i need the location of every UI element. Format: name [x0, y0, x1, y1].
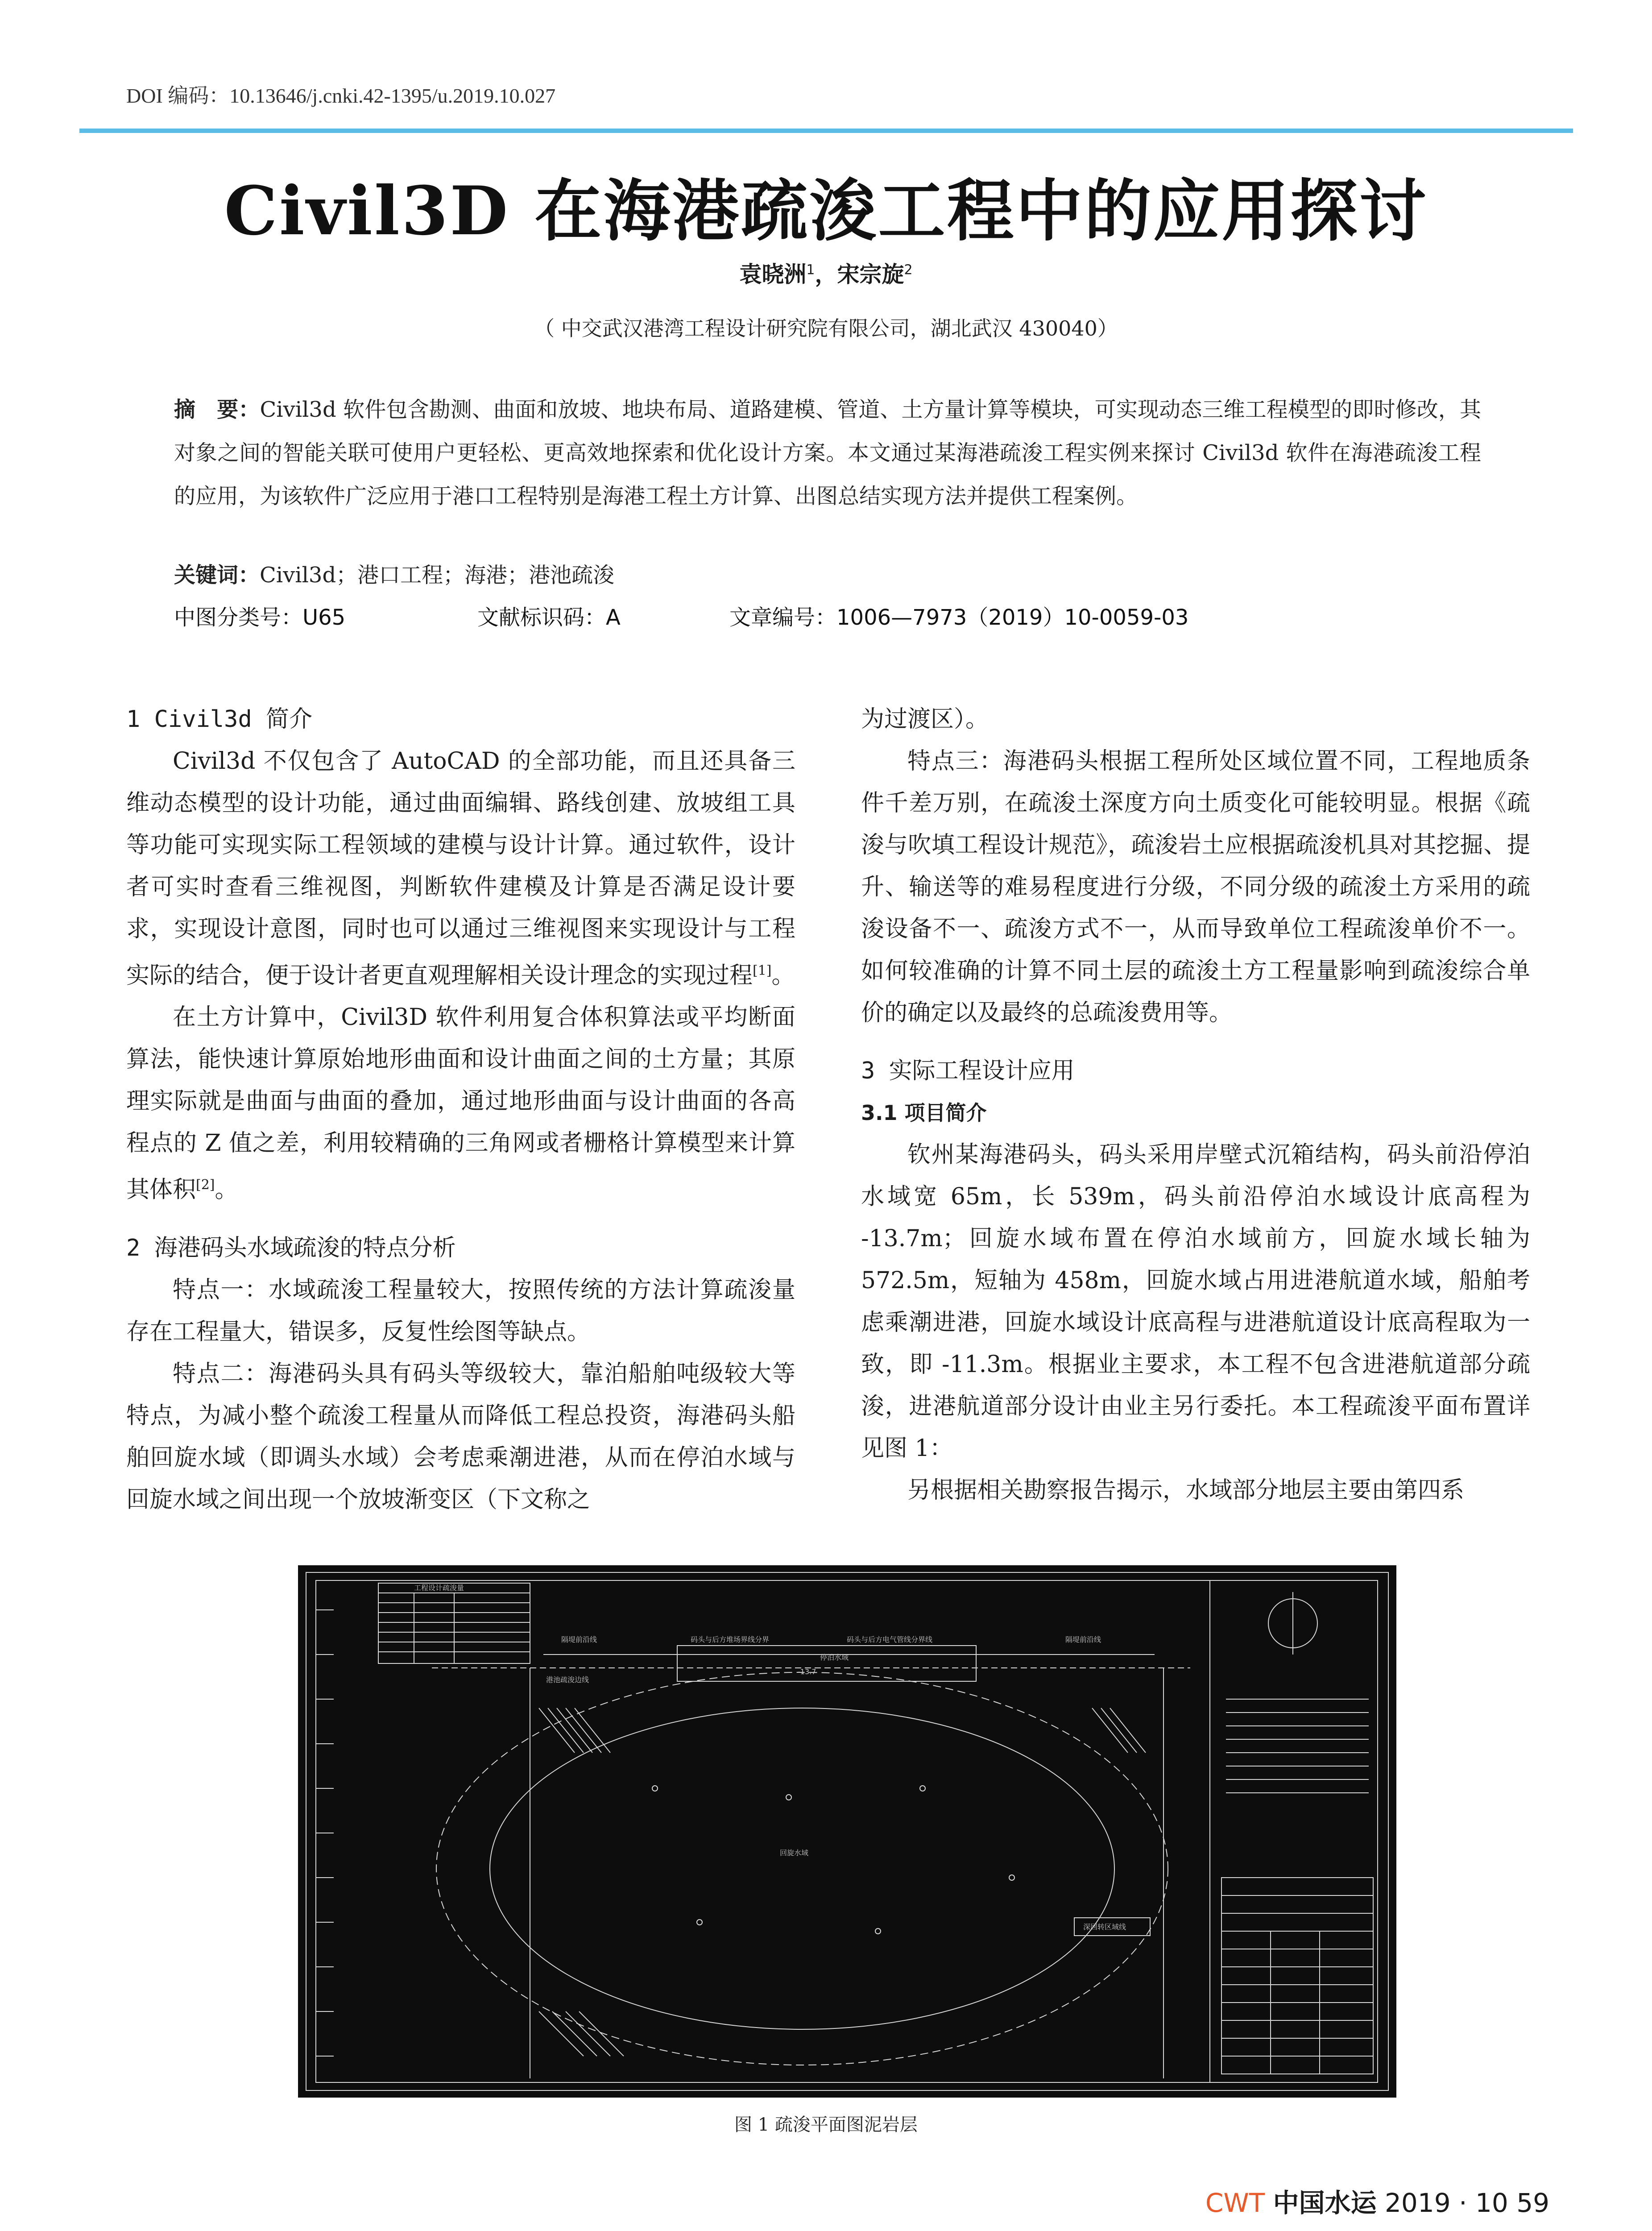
dredging-plan-figure: [298, 1565, 1396, 2098]
paragraph: 为过渡区）。: [861, 706, 989, 733]
figure-label: 码头与后方电气管线分界线: [847, 1635, 933, 1644]
figure-label: 停泊水域: [820, 1653, 849, 1662]
keywords: [174, 558, 614, 589]
clc-number: 中图分类号：U65: [174, 605, 346, 630]
author-separator: ，: [815, 261, 837, 287]
figure-label: 隔堤前沿线: [561, 1635, 597, 1644]
left-column: [126, 698, 795, 1521]
cwt-logo: CWT: [1205, 2188, 1265, 2218]
affiliation: （ 中交武汉港湾工程设计研究院有限公司，湖北武汉 430040）: [534, 316, 1118, 340]
figure-label: 隔堤前沿线: [1065, 1635, 1101, 1644]
issue: 2019 · 10: [1385, 2188, 1508, 2218]
section-3-1-heading: 3.1 项目简介: [861, 1101, 987, 1125]
figure-label: 深回转区域线: [1083, 1923, 1126, 1931]
paragraph: [126, 996, 795, 1211]
section-2-heading: 2 海港码头水域疏浚的特点分析: [126, 1234, 456, 1261]
doi-line: DOI 编码：10.13646/j.cnki.42-1395/u.2019.10.027: [126, 84, 556, 107]
abstract: [174, 388, 1481, 518]
paragraph-text: 在土方计算中，Civil3D 软件利用复合体积算法或平均断面算法，能快速计算原始地形曲面和设计曲面之间的土方量；其原理实际就是曲面与曲面的叠加，通过地形曲面与设计曲面的各高程点的 Z 值之差，利用较精确的三角网或者栅格计算模型来计算其体积: [126, 1004, 795, 1203]
keywords-text: Civil3d；港口工程；海港；港池疏浚: [260, 563, 615, 588]
paper-title: Civil3D 在海港疏浚工程中的应用探讨: [224, 172, 1428, 250]
author-1: 袁晓洲: [739, 261, 807, 287]
article-number: 文章编号：1006—7973（2019）10-0059-03: [729, 605, 1189, 630]
authors: [0, 257, 1652, 289]
paragraph: [126, 740, 795, 996]
cad-drawing: [298, 1565, 1396, 2098]
abstract-label: 摘 要：: [174, 397, 260, 422]
reference-mark: [2]: [196, 1177, 215, 1193]
page-footer: [1205, 2182, 1549, 2219]
paragraph-end: 。: [215, 1176, 238, 1203]
section-3-heading: 3 实际工程设计应用: [861, 1057, 1075, 1084]
section-1-heading: 1 Civil3d 简介: [126, 706, 313, 733]
figure-label: 港池疏浚边线: [546, 1675, 589, 1684]
paragraph: 特点二：海港码头具有码头等级较大，靠泊船舶吨级较大等特点，为减小整个疏浚工程量从而降低工程总投资，海港码头船舶回旋水域（即调头水域）会考虑乘潮进港，从而在停泊水域与回旋水域之间出现一个放坡渐变区（下文称之: [126, 1360, 795, 1513]
keywords-label: 关键词：: [174, 563, 260, 588]
document-code: 文献标识码：A: [477, 605, 621, 630]
right-column: [861, 698, 1530, 1511]
paragraph-text: Civil3d 不仅包含了 AutoCAD 的全部功能，而且还具备三维动态模型的设计功能，通过曲面编辑、路线创建、放坡组工具等功能可实现实际工程领域的建模与设计计算。通过软件，设计者可实时查看三维视图，判断软件建模及计算是否满足设计要求，实现设计意图，同时也可以通过三维视图来实现设计与工程实际的结合，便于设计者更直观理解相关设计理念的实现过程: [126, 748, 795, 989]
header-rule: [79, 129, 1573, 133]
legend-title: 工程设计疏浚量: [414, 1584, 464, 1592]
paragraph: 另根据相关勘察报告揭示，水域部分地层主要由第四系: [907, 1477, 1465, 1504]
abstract-text: Civil3d 软件包含勘测、曲面和放坡、地块布局、道路建模、管道、土方量计算等模块，可实现动态三维工程模型的即时修改，其对象之间的智能关联可使用户更轻松、更高效地探索和优化设计方案。本文通过某海港疏浚工程实例来探讨 Civil3d 软件在海港疏浚工程的应用，为该软件广泛应用于港口工程特别是海港工程土方计算、出图总结实现方法并提供工程案例。: [174, 397, 1481, 509]
author-1-mark: 1: [806, 262, 815, 278]
paragraph: 特点一：水域疏浚工程量较大，按照传统的方法计算疏浚量存在工程量大，错误多，反复性绘图等缺点。: [126, 1276, 795, 1345]
magazine-name: 中国水运: [1273, 2188, 1377, 2218]
figure-caption: 图 1 疏浚平面图泥岩层: [734, 2115, 918, 2135]
paragraph-end: 。: [771, 962, 795, 989]
reference-mark: [1]: [753, 963, 772, 979]
author-2-mark: 2: [904, 262, 913, 278]
figure-label: 回旋水域: [780, 1849, 809, 1857]
paragraph: 钦州某海港码头，码头采用岸壁式沉箱结构，码头前沿停泊水域宽 65m，长 539m，码头前沿停泊水域设计底高程为 -13.7m；回旋水域布置在停泊水域前方，回旋水域长轴为 572.5m，短轴为 458m，回旋水域占用进港航道水域，船舶考虑乘潮进港，回旋水域设计底高程与进港航道设计底高程取为一致，即 -11.3m。根据业主要求，本工程不包含进港航道部分疏浚，进港航道部分设计由业主另行委托。本工程疏浚平面布置详见图 1：: [861, 1141, 1530, 1462]
figure-label: 码头与后方堆场界线分界: [691, 1635, 770, 1644]
author-2: 宋宗旋: [837, 261, 904, 287]
figure-label: -13.7: [798, 1667, 816, 1676]
page-number: 59: [1516, 2188, 1549, 2218]
paragraph: 特点三：海港码头根据工程所处区域位置不同，工程地质条件千差万别，在疏浚土深度方向土质变化可能较明显。根据《疏浚与吹填工程设计规范》，疏浚岩土应根据疏浚机具对其挖掘、提升、输送等的难易程度进行分级，不同分级的疏浚土方采用的疏浚设备不一、疏浚方式不一，从而导致单位工程疏浚单价不一。如何较准确的计算不同土层的疏浚土方工程量影响到疏浚综合单价的确定以及最终的总疏浚费用等。: [861, 748, 1530, 1026]
